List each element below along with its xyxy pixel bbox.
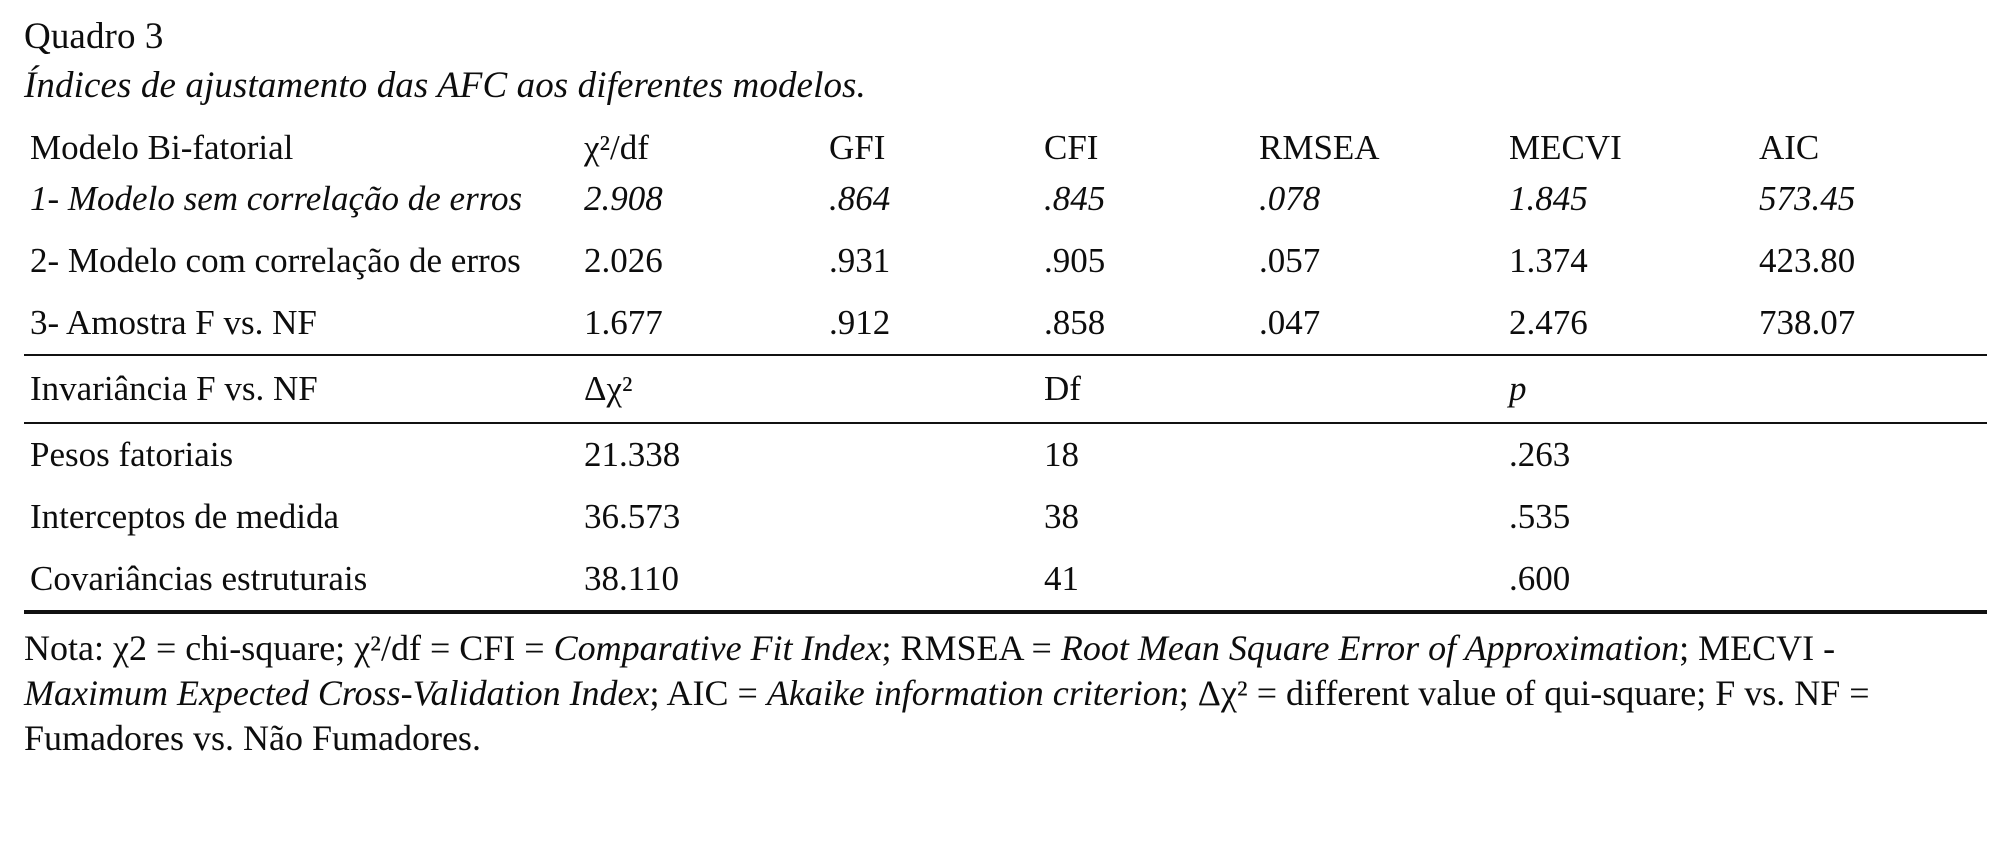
model-name: 1- Modelo sem correlação de erros xyxy=(30,179,523,219)
column-header-chi2df: χ²/df xyxy=(584,128,649,168)
cell-cfi: .858 xyxy=(1044,303,1106,343)
column-header-aic: AIC xyxy=(1759,128,1820,168)
cell-gfi: .931 xyxy=(829,241,891,281)
cell-aic: 573.45 xyxy=(1759,179,1856,219)
cell-df: 18 xyxy=(1044,435,1079,475)
note-part-3: ; MECVI - xyxy=(1679,628,1836,669)
cell-cfi: .905 xyxy=(1044,241,1106,281)
column-header-rmsea: RMSEA xyxy=(1259,128,1380,168)
cell-p: .263 xyxy=(1509,435,1571,475)
cell-chi2df: 1.677 xyxy=(584,303,663,343)
cell-aic: 738.07 xyxy=(1759,303,1856,343)
cell-rmsea: .047 xyxy=(1259,303,1321,343)
note-part-4: ; AIC = xyxy=(649,673,767,714)
cell-delta-chi2: 36.573 xyxy=(584,497,681,537)
column-header-p: p xyxy=(1509,355,1987,423)
cell-delta-chi2: 38.110 xyxy=(584,548,1044,612)
cell-mecvi: 1.845 xyxy=(1509,179,1588,219)
cell-cfi: .845 xyxy=(1044,179,1106,219)
cell-rmsea: .078 xyxy=(1259,179,1321,219)
note-part-2: ; RMSEA = xyxy=(881,628,1061,669)
invariance-header-row xyxy=(24,355,1987,423)
cell-p: .600 xyxy=(1509,548,1987,612)
note-italic-3: Maximum Expected Cross-Validation Index xyxy=(24,673,650,714)
table-note xyxy=(24,626,1987,761)
note-part-5: ; Δχ² = different value of qui-square; F vs. NF = Fumadores vs. Não Fumadores. xyxy=(24,673,1870,759)
column-header-delta-chi2: Δχ² xyxy=(584,355,1044,423)
model-name: 3- Amostra F vs. NF xyxy=(30,303,317,343)
table-row xyxy=(24,168,1987,230)
cell-delta-chi2: 21.338 xyxy=(584,435,681,475)
note-italic-2: Root Mean Square Error of Approximation xyxy=(1060,628,1680,669)
cell-mecvi: 2.476 xyxy=(1509,303,1588,343)
column-header-cfi: CFI xyxy=(1044,128,1099,168)
cell-df: 38 xyxy=(1044,497,1079,537)
table-row xyxy=(24,230,1987,292)
cell-chi2df: 2.026 xyxy=(584,241,663,281)
cell-gfi: .864 xyxy=(829,179,891,219)
table-row xyxy=(24,486,1987,548)
note-part-1: Nota: χ2 = chi-square; χ²/df = CFI = xyxy=(24,628,554,669)
cell-rmsea: .057 xyxy=(1259,241,1321,281)
cell-mecvi: 1.374 xyxy=(1509,241,1588,281)
column-header-invariance: Invariância F vs. NF xyxy=(24,355,584,423)
column-header-gfi: GFI xyxy=(829,128,886,168)
column-header-mecvi: MECVI xyxy=(1509,128,1622,168)
column-header-df: Df xyxy=(1044,355,1509,423)
table-header-row xyxy=(24,128,1987,168)
column-header-model: Modelo Bi-fatorial xyxy=(30,128,294,168)
cell-p: .535 xyxy=(1509,497,1571,537)
cell-chi2df: 2.908 xyxy=(584,179,663,219)
table-row xyxy=(24,548,1987,612)
cell-gfi: .912 xyxy=(829,303,891,343)
table-number-label: Quadro 3 xyxy=(24,16,164,57)
cell-aic: 423.80 xyxy=(1759,241,1856,281)
table-row xyxy=(24,292,1987,355)
table-caption-title: Índices de ajustamento das AFC aos diferentes modelos. xyxy=(24,65,866,107)
note-italic-1: Comparative Fit Index xyxy=(553,628,882,669)
invariance-label: Pesos fatoriais xyxy=(30,435,234,475)
table-row xyxy=(24,423,1987,486)
cell-df: 41 xyxy=(1044,548,1509,612)
note-italic-4: Akaike information criterion xyxy=(766,673,1179,714)
invariance-label: Interceptos de medida xyxy=(30,497,340,537)
model-name: 2- Modelo com correlação de erros xyxy=(30,241,521,281)
invariance-label: Covariâncias estruturais xyxy=(24,548,584,612)
fit-indices-table xyxy=(24,128,1987,614)
